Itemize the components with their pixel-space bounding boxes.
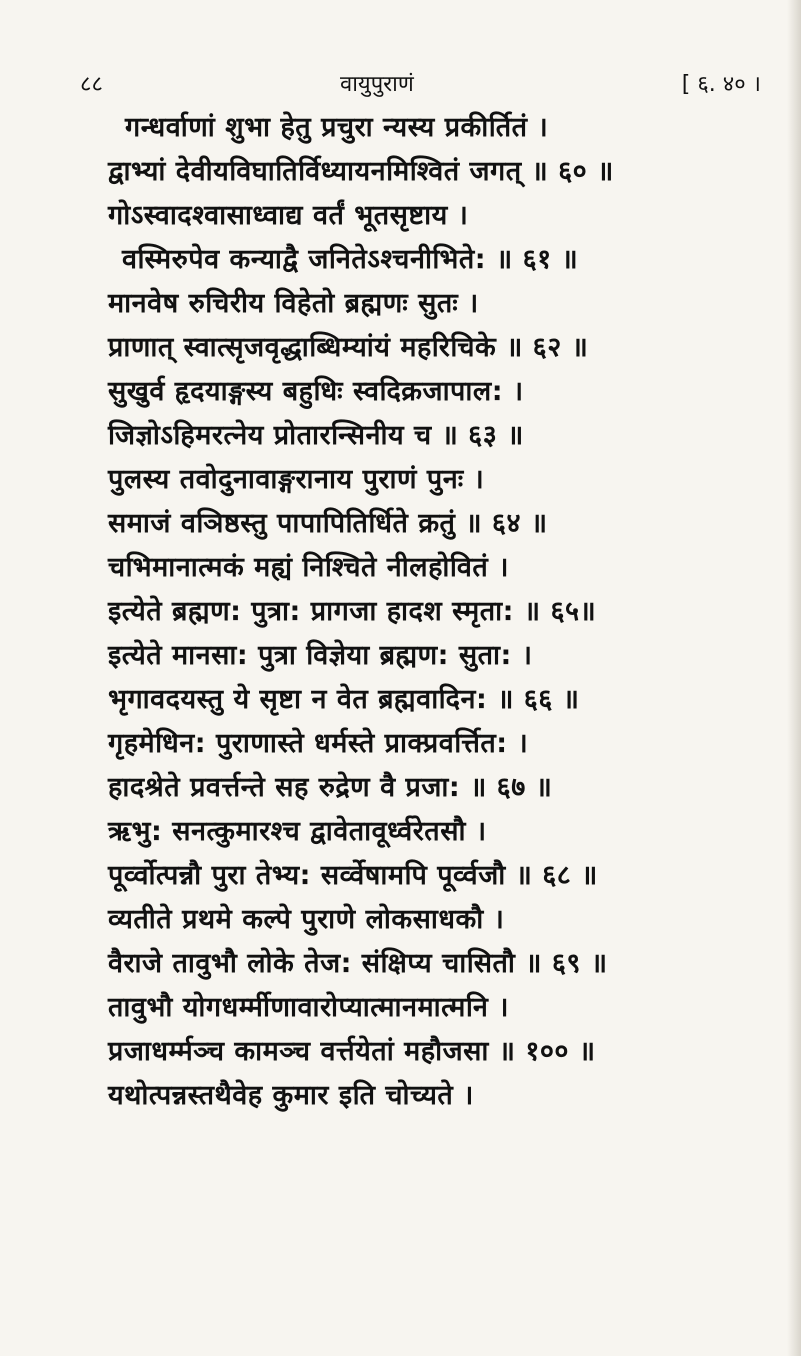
running-title: वायुपुराणं (340, 72, 414, 97)
verse-line: तावुभौ योगधर्म्मीणावारोप्यात्मानमात्मनि । (108, 992, 509, 1023)
verse-line: द्वाभ्यां देवीयविघातिर्विध्यायनमिश्वितं जगत् ॥ ६० ॥ (108, 156, 614, 187)
verse-line: चभिमानात्मकं मह्यं निश्चिते नीलहोवितं । (108, 552, 509, 583)
verse-line: गोऽस्वादश्वासाध्वाद्य वर्तं भूतसृष्टाय । (108, 200, 469, 231)
verse-line: यथोत्पन्नस्तथैवेह कुमार इति चोच्यते । (108, 1080, 474, 1111)
verse-line: जिज्ञोऽहिमरत्नेय प्रोतारन्सिनीय च ॥ ६३ ॥ (108, 420, 524, 451)
verse-line: वस्मिरुपेव कन्याद्वै जनितेऽश्चनीभिते: ॥ ६१ ॥ (122, 244, 579, 275)
verse-line: पुलस्य तवोदुनावाङ्गरानाय पुराणं पुनः । (108, 464, 485, 495)
verse-line: इत्येते ब्रह्मण: पुत्रा: प्रागजा हादश स्मृता: ॥ ६५॥ (108, 596, 597, 627)
verse-line: वैराजे तावुभौ लोके तेज: संक्षिप्य चासितौ ॥ ६९ ॥ (108, 948, 608, 979)
verse-line: गृहमेधिन: पुराणास्ते धर्मस्ते प्राक्प्रवर्त्तित: । (108, 728, 529, 759)
verse-line: प्रजाधर्म्मञ्च कामञ्च वर्त्तयेतां महौजसा ॥ १०० ॥ (108, 1036, 596, 1067)
verse-line: मानवेष रुचिरीय विहेतो ब्रह्मणः सुतः । (108, 288, 479, 319)
page-edge-shadow (787, 0, 801, 1356)
verse-line: प्राणात् स्वात्सृजवृद्धाब्धिम्यांयं महरिचिके ॥ ६२ ॥ (108, 332, 589, 363)
verse-line: भृगावदयस्तु ये सृष्टा न वेत ब्रह्मवादिन: ॥ ६६ ॥ (108, 684, 580, 715)
section-reference: [ ६. ४० । (681, 72, 761, 97)
page-number: ८८ (80, 72, 103, 97)
verse-line: व्यतीते प्रथमे कल्पे पुराणे लोकसाधकौ । (108, 904, 505, 935)
verse-line: सुखुर्व हृदयाङ्गस्य बहुधिः स्वदिक्रजापाल: । (108, 376, 524, 407)
verse-line: हादश्रेते प्रवर्त्तन्ते सह रुद्रेण वै प्रजा: ॥ ६७ ॥ (108, 772, 553, 803)
page-header (80, 62, 761, 106)
verse-line: गन्धर्वाणां शुभा हेतु प्रचुरा न्यस्य प्रकीर्तितं । (125, 112, 549, 143)
verse-line: इत्येते मानसा: पुत्रा विज्ञेया ब्रह्मण: सुता: । (108, 640, 533, 671)
verse-line: पूर्व्वोत्पन्नौ पुरा तेभ्य: सर्व्वेषामपि पूर्व्वजौ ॥ ६८ ॥ (108, 860, 598, 891)
verse-line: ऋभु: सनत्कुमारश्च द्वावेतावूर्ध्वरेतसौ । (108, 816, 487, 847)
verse-line: समाजं वञिष्ठस्तु पापापितिर्धिते क्रतुं ॥ ६४ ॥ (108, 508, 548, 539)
